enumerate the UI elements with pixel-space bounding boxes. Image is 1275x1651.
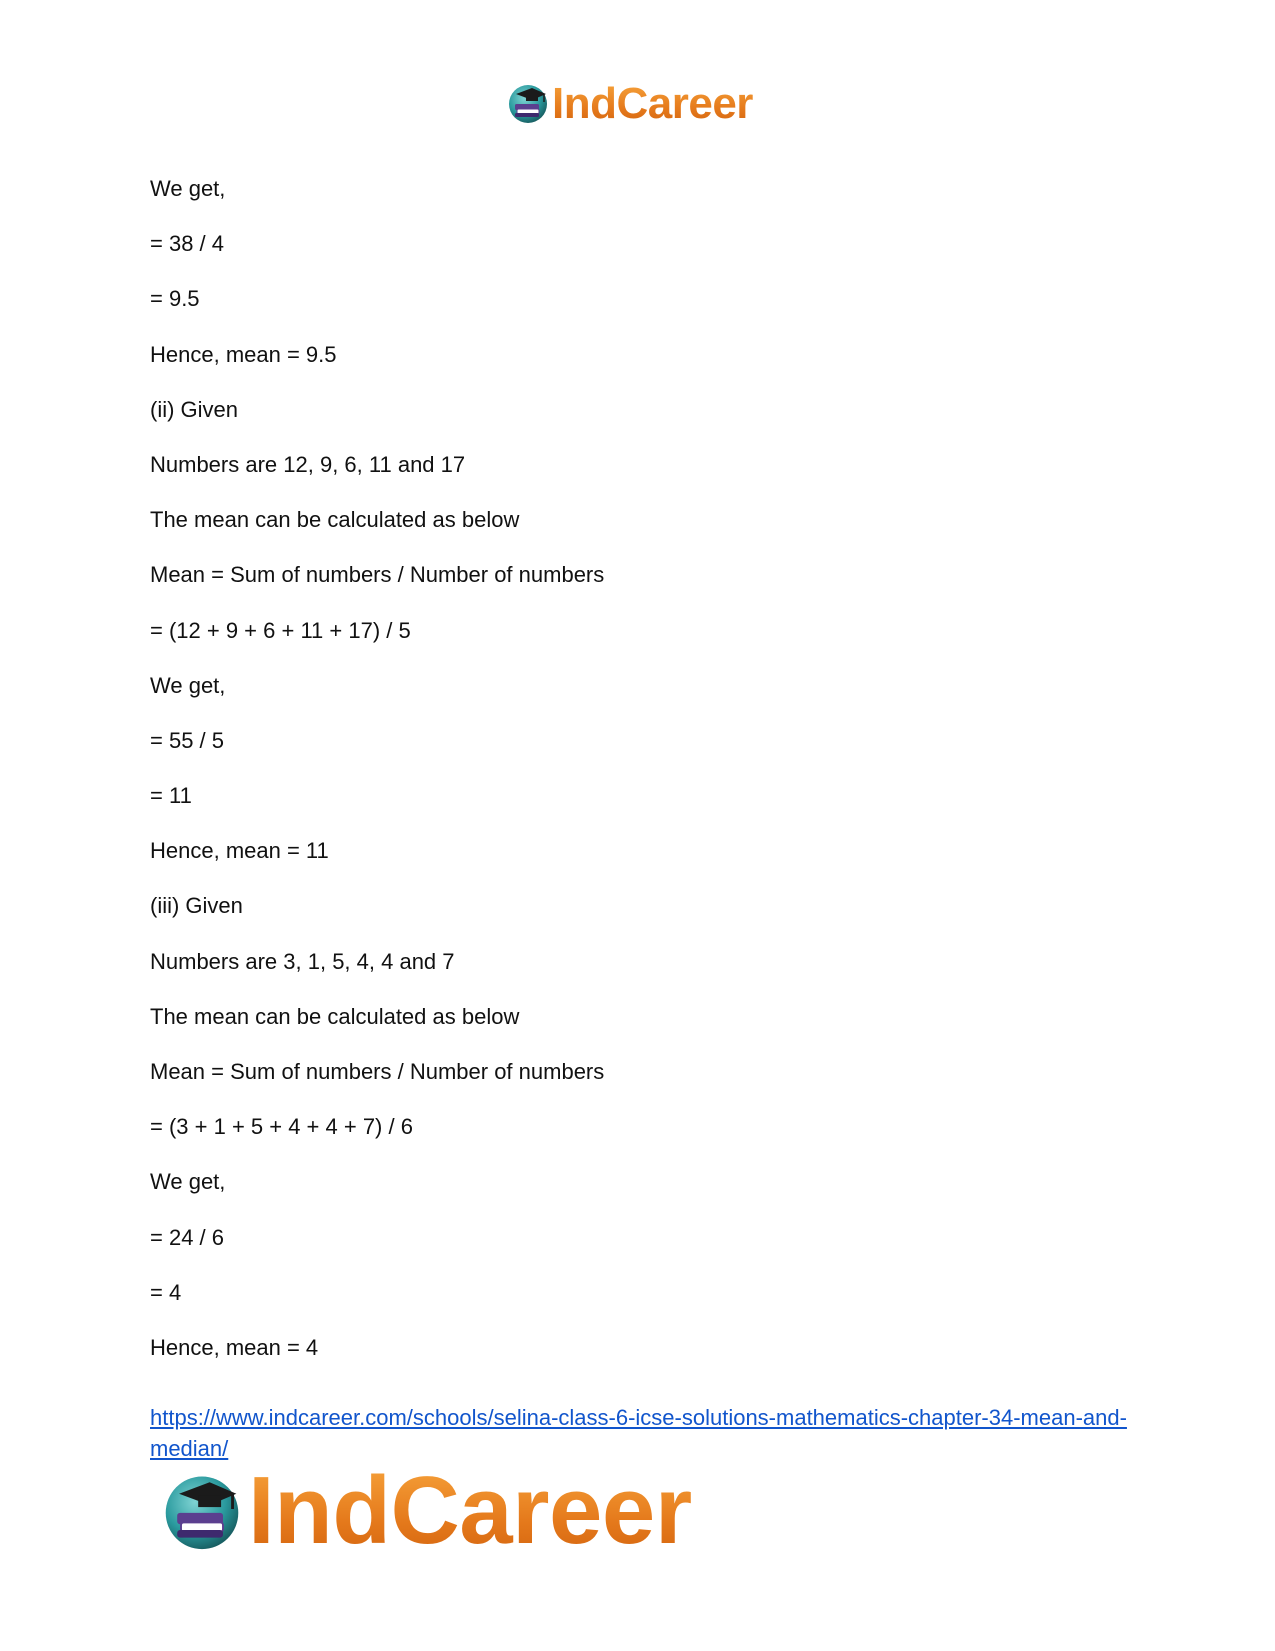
text-line: The mean can be calculated as below: [150, 1003, 520, 1029]
text-line: Hence, mean = 4: [150, 1334, 319, 1360]
text-line: (iii) Given: [150, 893, 243, 919]
text-line: = 55 / 5: [150, 727, 225, 753]
text-line: = (12 + 9 + 6 + 11 + 17) / 5: [150, 617, 411, 643]
text-line: = 11: [150, 783, 192, 809]
text-line: = 24 / 6: [150, 1224, 225, 1250]
footer-logo: [160, 1457, 692, 1564]
text-line: Numbers are 12, 9, 6, 11 and 17: [150, 451, 466, 477]
text-line: The mean can be calculated as below: [150, 507, 520, 533]
text-line: Mean = Sum of numbers / Number of numbers: [150, 1059, 605, 1084]
header-logo: [506, 80, 753, 128]
text-line: We get,: [150, 176, 226, 201]
source-link[interactable]: https://www.indcareer.com/schools/selina-class-6-icse-solutions-mathematics-chapter-34-mean-and-median/: [150, 1405, 1127, 1461]
graduation-cap-globe-icon: [160, 1467, 244, 1556]
text-line: We get,: [150, 672, 226, 698]
text-line: We get,: [150, 1169, 226, 1195]
graduation-cap-globe-icon: [506, 80, 550, 129]
text-line: Mean = Sum of numbers / Number of numbers: [150, 562, 605, 588]
logo-text: IndCareer: [248, 1457, 692, 1564]
text-line: Hence, mean = 11: [150, 838, 329, 864]
text-line: Numbers are 3, 1, 5, 4, 4 and 7: [150, 948, 455, 974]
text-line: Hence, mean = 9.5: [150, 341, 337, 367]
text-line: = 4: [150, 1279, 182, 1305]
logo-text: IndCareer: [552, 79, 753, 128]
text-line: = 9.5: [150, 286, 200, 312]
text-line: = 38 / 4: [150, 231, 225, 257]
solution-content: [150, 176, 1130, 1390]
text-line: (ii) Given: [150, 396, 239, 422]
text-line: = (3 + 1 + 5 + 4 + 4 + 7) / 6: [150, 1114, 413, 1140]
